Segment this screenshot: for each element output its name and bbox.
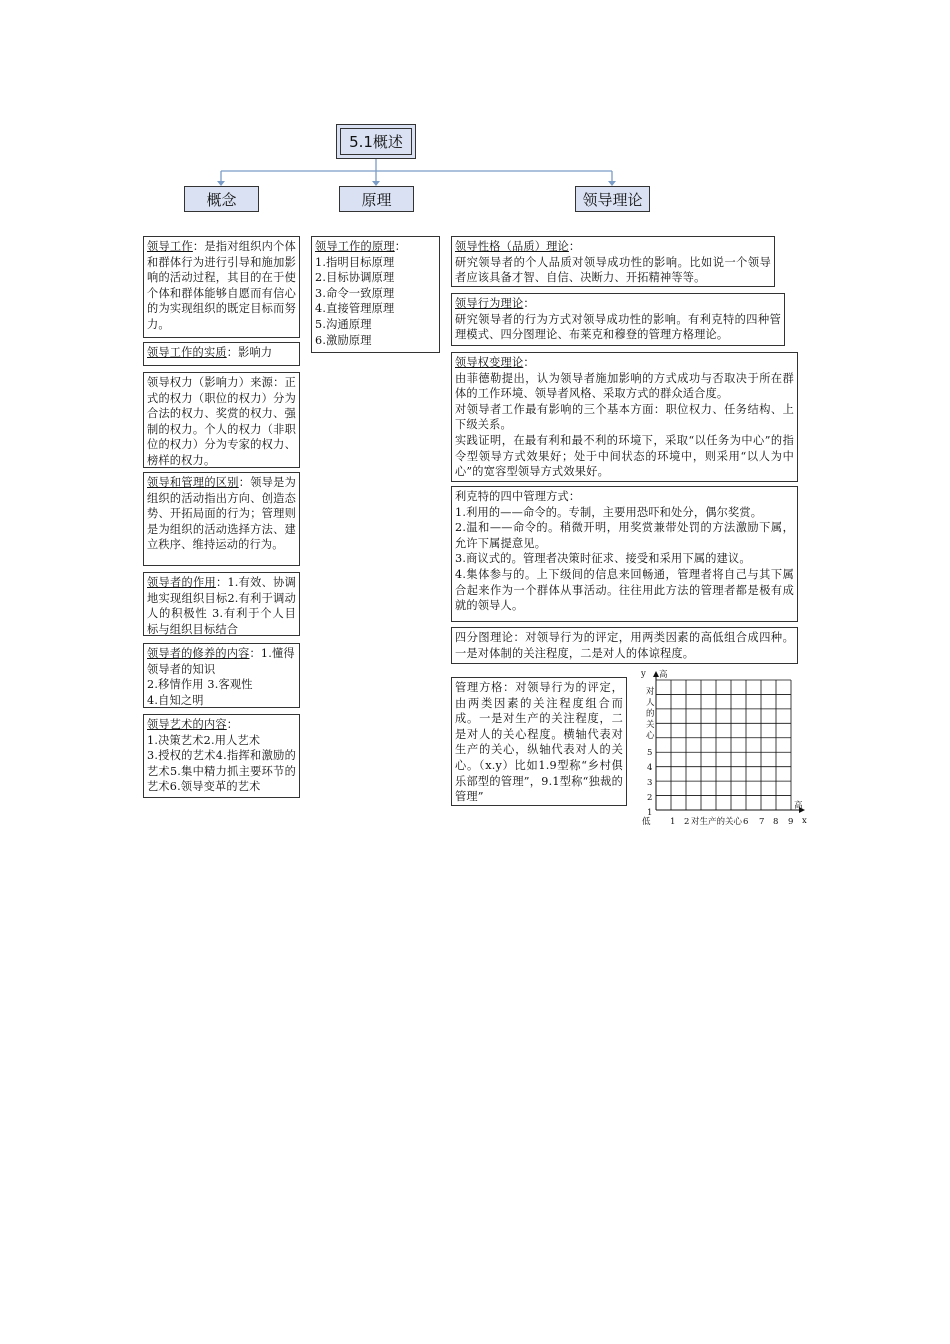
theory-box-trait: [451, 236, 775, 287]
theory-text: 实践证明，在最有利和最不利的环境下，采取“以任务为中心”的指令型领导方式效果好；处于中间状态的环境中，则采用“以人为中心”的宽容型领导方式效果好。: [455, 433, 794, 479]
y-tick-label: 5: [647, 748, 653, 758]
theory-box-managerial-grid: [451, 677, 627, 806]
concept-box-leadership-vs-management: [143, 472, 300, 566]
concept-text: ：: [226, 718, 239, 731]
y-label-char: 人: [646, 698, 655, 708]
y-label-char: 关: [646, 720, 655, 730]
root-node: [336, 124, 416, 159]
theory-text: 研究领导者的个人品质对领导成功性的影响。比如说一个领导者应该具备才智、自信、决断力、开拓精神等等。: [455, 255, 771, 285]
x-tick-label: 6: [743, 817, 749, 827]
theory-box-likert: [451, 486, 798, 622]
theory-label-suffix: ：: [523, 356, 535, 369]
x-axis-letter: x: [802, 816, 807, 826]
theory-label-suffix: ：: [568, 240, 581, 253]
theory-text: 对领导者工作最有影响的三个基本方面：职位权力、任务结构、上下级关系。: [455, 402, 794, 432]
concept-box-leader-role: [143, 572, 300, 636]
theory-item: 1.利用的——命令的。专制，主要用恐吓和处分，偶尔奖赏。: [455, 505, 763, 519]
concept-line: 2.移情作用 3.客观性: [147, 678, 253, 692]
theory-text: 由菲德勒提出，认为领导者施加影响的方式成功与否取决于所在群体的工作环境、领导者风格、采取方式的群众适合度。: [455, 371, 794, 401]
concept-label: 领导工作: [147, 240, 193, 253]
y-tick-label: 4: [647, 763, 653, 773]
concept-text: 领导权力（影响力）来源：正式的权力（职位的权力）分为合法的权力、奖赏的权力、强制的权力。个人的权力（非职位的权力）分为专家的权力、榜样的权力。: [147, 376, 296, 467]
x-tick-label: 2: [684, 817, 690, 827]
x-tick-label: 7: [759, 817, 765, 827]
managerial-grid-chart: [636, 668, 812, 828]
y-tick-label: 2: [647, 793, 653, 803]
concept-label: 领导和管理的区别: [147, 476, 239, 489]
theory-title: 利克特的四中管理方式：: [455, 490, 581, 503]
principle-item: 5.沟通原理: [315, 317, 372, 331]
x-high-label: 高: [794, 801, 803, 811]
y-axis-letter: y: [641, 669, 646, 679]
principle-item: 1.指明目标原理: [315, 255, 395, 269]
x-tick-label: 1: [670, 817, 676, 827]
theory-text: 四分图理论：对领导行为的评定，用两类因素的高低组合成四种。一是对体制的关注程度，二是对人的体谅程度。: [455, 631, 794, 660]
principle-title: 领导工作的原理: [315, 240, 395, 253]
principle-box: [311, 236, 440, 353]
concept-label: 领导工作的实质: [147, 346, 227, 359]
y-label-char: 心: [646, 731, 655, 741]
theory-box-behavior: [451, 293, 785, 346]
theory-text: 管理方格：对领导行为的评定，由两类因素的关注程度组合而成。一是对生产的关注程度，二是对人的关心程度。横轴代表对生产的关心，纵轴代表对人的关心。（x.y）比如1.9型称“乡村俱乐部型的管理”，9.1型称“独裁的管理”: [455, 681, 623, 804]
theory-label: 领导权变理论: [455, 356, 524, 369]
x-axis-label: 对生产的关心: [691, 817, 743, 827]
concept-line: 3.授权的艺术4.指挥和激励的艺术5.集中精力抓主要环节的艺术6.领导变革的艺术: [147, 749, 296, 794]
principle-title-suffix: ：: [394, 240, 407, 253]
theory-label-suffix: ：: [523, 297, 535, 310]
header-concept: 概念: [184, 186, 259, 212]
principle-item: 6.激励原理: [315, 333, 372, 347]
concept-text: ：领导是为组织的活动指出方向、创造态势、开拓局面的行为；管理则是为组织的活动选择方法、建立秩序、维持运动的行为。: [147, 476, 296, 552]
concept-line: 1.决策艺术2.用人艺术: [147, 733, 261, 747]
x-tick-label: 9: [788, 817, 794, 827]
y-label-char: 的: [646, 709, 655, 719]
concept-text: ：1.有效、协调地实现组织目标2.有利于调动人的积极性 3.有利于个人目标与组织目标结合: [147, 576, 297, 636]
theory-item: 2.温和——命令的。稍微开明，用奖赏兼带处罚的方法激励下属，允许下属提意见。: [455, 521, 794, 550]
concept-box-essence: [143, 342, 300, 366]
concept-box-power-source: [143, 372, 300, 468]
y-high-label: 高: [659, 670, 668, 680]
concept-label: 领导艺术的内容: [147, 718, 227, 731]
concept-text: ：1.懂得领导者的知识: [147, 647, 295, 676]
theory-box-quadrant: [451, 627, 798, 664]
grid-lines: [656, 680, 791, 810]
root-title: 5.1概述: [340, 128, 412, 155]
header-theory: 领导理论: [575, 186, 650, 212]
theory-text: 研究领导者的行为方式对领导成功性的影响。有利克特的四种管理模式、四分图理论、布莱克和穆登的管理方格理论。: [455, 312, 781, 342]
concept-label: 领导者的修养的内容: [147, 647, 250, 660]
y-tick-label: 3: [647, 778, 653, 788]
concept-box-leadership-art: [143, 714, 300, 798]
x-tick-label: 8: [773, 817, 779, 827]
concept-label: 领导者的作用: [147, 576, 216, 589]
theory-label: 领导性格（品质）理论: [455, 240, 569, 253]
concept-text: ：是指对组织内个体和群体行为进行引导和施加影响的活动过程，其目的在于使个体和群体能够自愿而有信心的为实现组织的既定目标而努力。: [147, 240, 296, 331]
concept-text: ：影响力: [226, 346, 273, 359]
theory-box-contingency: [451, 352, 798, 482]
theory-item: 3.商议式的。管理者决策时征求、接受和采用下属的建议。: [455, 552, 751, 566]
y-tick-label: 1: [647, 808, 653, 818]
concept-box-leader-cultivation: [143, 643, 300, 708]
theory-item: 4.集体参与的。上下级间的信息来回畅通，管理者将自己与其下属合起来作为一个群体从事活动。往往用此方法的管理者都是极有成就的领导人。: [455, 567, 794, 613]
header-principle: 原理: [339, 186, 414, 212]
principle-item: 4.直接管理原理: [315, 302, 395, 316]
theory-label: 领导行为理论: [455, 297, 524, 310]
principle-item: 3.命令一致原理: [315, 286, 395, 300]
y-label-char: 对: [646, 687, 655, 697]
principle-item: 2.目标协调原理: [315, 271, 395, 285]
concept-line: 4.自知之明: [147, 693, 204, 707]
concept-box-leadership-work: [143, 236, 300, 338]
low-label: 低: [642, 817, 651, 827]
